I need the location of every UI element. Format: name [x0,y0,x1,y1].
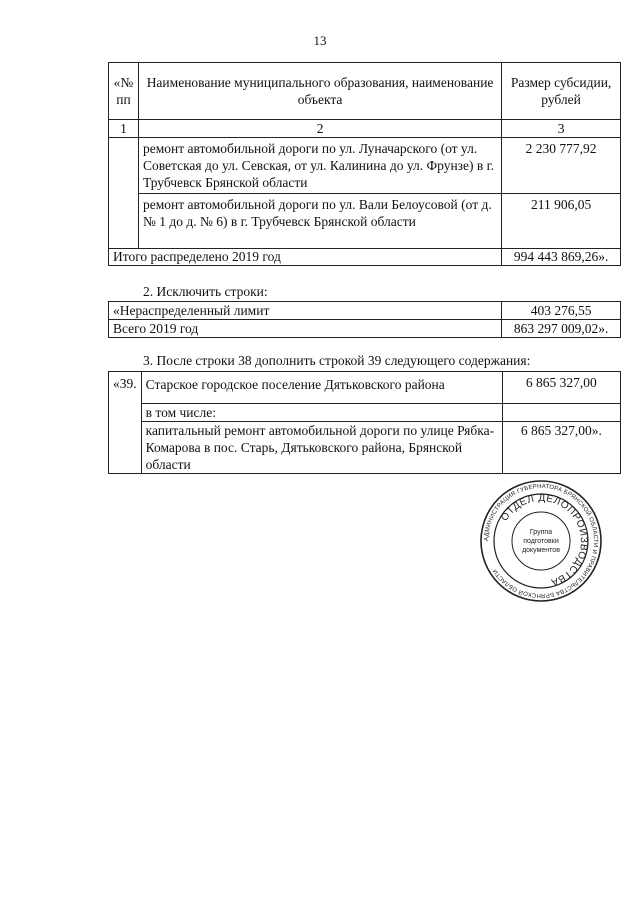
column-number: 3 [502,120,621,138]
column-number: 1 [109,120,139,138]
column-number: 2 [138,120,501,138]
excluded-rows-table [108,301,621,338]
row-name: в том числе: [141,404,502,422]
column-numbers-row [109,120,621,138]
table-row [109,138,621,194]
stamp-arc-text: ОТДЕЛ ДЕЛОПРОИЗВОДСТВА [499,492,590,588]
stamp-center-line: документов [522,547,560,554]
stamp-ring-text: АДМИНИСТРАЦИЯ ГУБЕРНАТОРА БРЯНСКОЙ ОБЛАСТИ И ПРАВИТЕЛЬСТВА БРЯНСКОЙ ОБЛАСТИ [483,483,599,599]
total-amount: 994 443 869,26». [502,249,621,266]
row-amount: 6 865 327,00». [502,422,620,474]
table-row [109,320,621,338]
row-amount: 863 297 009,02». [502,320,621,338]
stamp-center-line: Группа [529,529,553,536]
row-amount: 211 906,05 [502,194,621,249]
subsidy-table [108,62,621,266]
header-number: «№ пп [109,63,139,120]
row-amount: 403 276,55 [502,302,621,320]
page-number: 13 [313,33,327,48]
total-row [109,249,621,266]
row-amount [502,404,620,422]
table-row [109,404,621,422]
row-name: ремонт автомобильной дороги по ул. Луначарского (от ул. Советская до ул. Севская, от ул. Калинина до ул. Фрунзе) в г. Трубчевск Брянской области [138,138,501,194]
row-label: «Нераспределенный лимит [109,302,502,320]
row-amount: 2 230 777,92 [502,138,621,194]
table-row [109,372,621,404]
paragraph-exclude-rows: 2. Исключить строки: [143,284,268,299]
row-name: капитальный ремонт автомобильной дороги по улице Рябка-Комарова в пос. Старь, Дятьковского района, Брянской области [141,422,502,474]
header-name: Наименование муниципального образования, наименование объекта [138,63,501,120]
row-number: «39. [109,372,142,474]
row-name: Старское городское поселение Дятьковского района [141,372,502,404]
table-header-row [109,63,621,120]
stamp-center-line: подготовки [523,538,559,545]
table-row [109,302,621,320]
row-label: Всего 2019 год [109,320,502,338]
header-amount: Размер субсидии, рублей [502,63,621,120]
added-row-table [108,371,621,474]
paragraph-add-row: 3. После строки 38 дополнить строкой 39 следующего содержания: [143,353,531,368]
official-stamp [479,479,603,603]
table-row [109,194,621,249]
total-label: Итого распределено 2019 год [109,249,502,266]
empty-number-cell [109,138,139,249]
table-row [109,422,621,474]
row-name: ремонт автомобильной дороги по ул. Вали Белоусовой (от д. № 1 до д. № 6) в г. Трубчевск Брянской области [138,194,501,249]
row-amount: 6 865 327,00 [502,372,620,404]
